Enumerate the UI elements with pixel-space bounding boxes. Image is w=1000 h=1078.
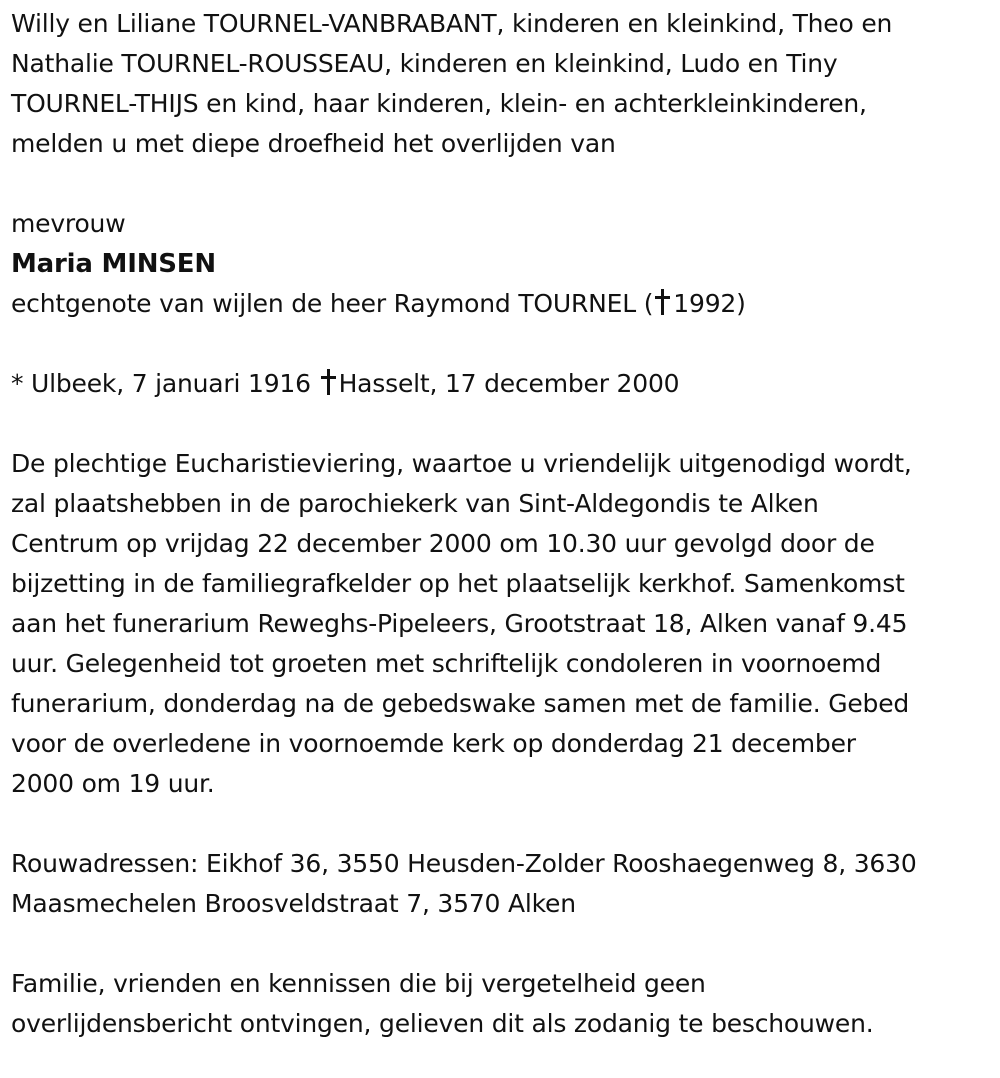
closing-line: Familie, vrienden en kennissen die bij vergetelheid geen — [11, 969, 706, 998]
address-line: Maasmechelen Broosveldstraat 7, 3570 Alken — [11, 889, 576, 918]
closing-line: overlijdensbericht ontvingen, gelieven dit als zodanig te beschouwen. — [11, 1009, 874, 1038]
closing-paragraph — [11, 964, 993, 1044]
ceremony-line: aan het funerarium Reweghs-Pipeleers, Grootstraat 18, Alken vanaf 9.45 — [11, 609, 908, 638]
intro-line: Nathalie TOURNEL-ROUSSEAU, kinderen en kleinkind, Ludo en Tiny — [11, 49, 838, 78]
deceased-title: mevrouw — [11, 209, 126, 238]
ceremony-line: uur. Gelegenheid tot groeten met schriftelijk condoleren in voornoemd — [11, 649, 882, 678]
intro-line: TOURNEL-THIJS en kind, haar kinderen, klein- en achterkleinkinderen, — [11, 89, 867, 118]
birth-info: * Ulbeek, 7 januari 1916 — [11, 369, 311, 398]
intro-line: Willy en Liliane TOURNEL-VANBRABANT, kinderen en kleinkind, Theo en — [11, 9, 893, 38]
spacer — [11, 164, 993, 204]
ceremony-line: voor de overledene in voornoemde kerk op donderdag 21 december — [11, 729, 856, 758]
intro-paragraph — [11, 4, 993, 164]
ceremony-line: De plechtige Eucharistieviering, waartoe u vriendelijk uitgenodigd wordt, — [11, 449, 912, 478]
spouse-death-year: 1992 — [673, 289, 737, 318]
ceremony-line: funerarium, donderdag na de gebedswake samen met de familie. Gebed — [11, 689, 910, 718]
spouse-suffix: ) — [736, 289, 746, 318]
addresses-paragraph — [11, 844, 993, 924]
deceased-name: Maria MINSEN — [11, 249, 216, 279]
spouse-line — [11, 284, 993, 324]
dates-line — [11, 364, 993, 404]
spacer — [11, 804, 993, 844]
spacer — [11, 924, 993, 964]
spacer — [11, 404, 993, 444]
cross-icon — [321, 369, 336, 395]
ceremony-line: Centrum op vrijdag 22 december 2000 om 10.30 uur gevolgd door de — [11, 529, 875, 558]
cross-icon — [655, 289, 670, 315]
spacer — [11, 324, 993, 364]
ceremony-line: 2000 om 19 uur. — [11, 769, 215, 798]
intro-line: melden u met diepe droefheid het overlijden van — [11, 129, 616, 158]
ceremony-line: zal plaatshebben in de parochiekerk van Sint-Aldegondis te Alken — [11, 489, 819, 518]
obituary-notice — [11, 4, 993, 1044]
address-line: Rouwadressen: Eikhof 36, 3550 Heusden-Zolder Rooshaegenweg 8, 3630 — [11, 849, 917, 878]
death-info: Hasselt, 17 december 2000 — [338, 369, 680, 398]
ceremony-paragraph — [11, 444, 993, 804]
spouse-prefix: echtgenote van wijlen de heer Raymond TOURNEL ( — [11, 289, 654, 318]
ceremony-line: bijzetting in de familiegrafkelder op het plaatselijk kerkhof. Samenkomst — [11, 569, 905, 598]
